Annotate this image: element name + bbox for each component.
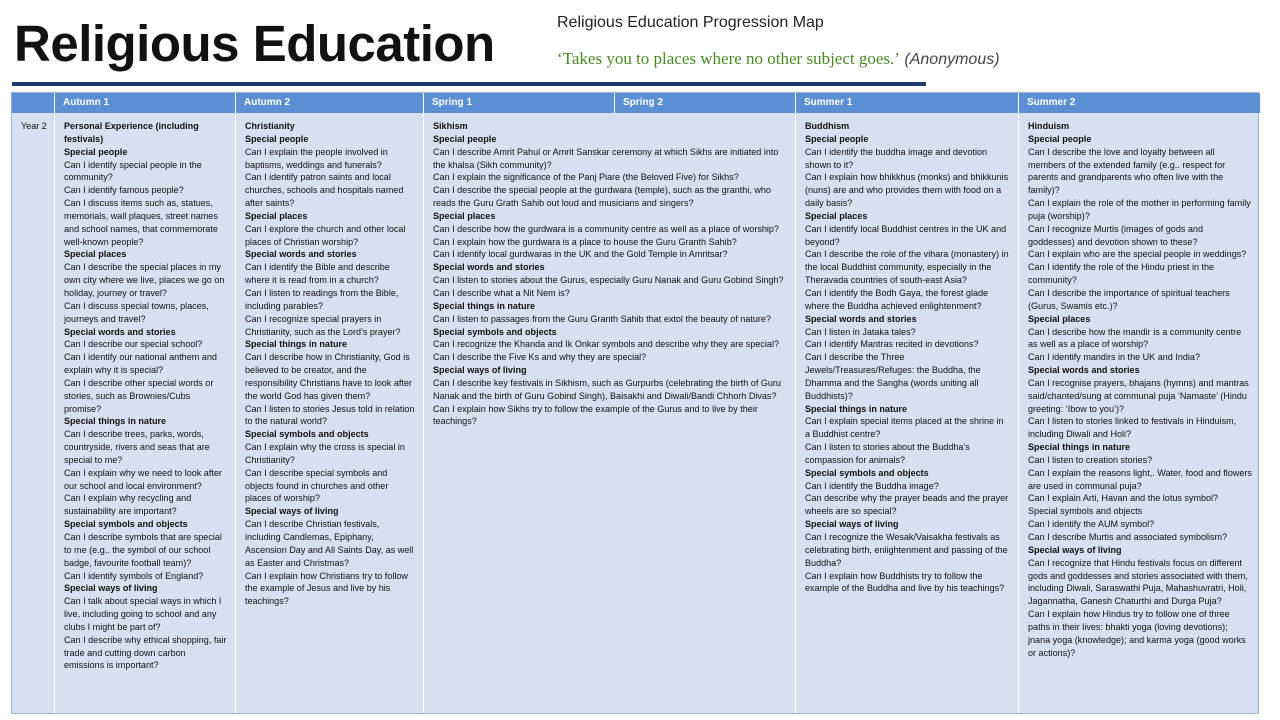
question-item: Can I describe the special people at the gurdwara (temple), such as the granthi, who reads the Guru Grath Sahib out loud and musicians and singers?: [433, 185, 771, 209]
question-item: Can I explain why recycling and sustainability are important?: [64, 493, 192, 517]
question-item: Can I describe other special words or stories, such as Brownies/Cubs promise?: [64, 377, 214, 414]
quote-author: (Anonymous): [904, 51, 1000, 68]
question-item: Can I describe the importance of spiritual teachers (Gurus, Swamis etc.)?: [1028, 287, 1230, 311]
page-title: Religious Education: [14, 15, 495, 72]
section-heading: Special places: [805, 210, 868, 221]
section-heading: Special people: [64, 146, 128, 157]
question-item: Can I explain why the cross is special in Christianity?: [245, 442, 405, 465]
header-summer-1: Summer 1: [796, 93, 1019, 113]
section-heading: Sikhism: [433, 121, 468, 131]
section-heading: Special things in nature: [245, 339, 348, 350]
question-item: Special symbols and objects: [1028, 506, 1143, 517]
question-item: Can I listen in Jataka tales?: [805, 326, 916, 337]
question-item: Can I describe Christian festivals, including Candlemas, Epiphany, Ascension Day and All Saints Day, as well as Easter and Christmas?: [245, 519, 414, 568]
question-item: Can I identify the buddha image and devotion shown to it?: [805, 146, 988, 170]
section-heading: Special things in nature: [805, 403, 908, 414]
question-item: Can I describe trees, parks, words, countryside, rivers and seas that are special to me?: [64, 429, 210, 465]
question-item: Can I talk about special ways in which I live, including going to school and any clubs I might be part of?: [64, 596, 222, 632]
section-heading: Special symbols and objects: [433, 326, 557, 337]
question-item: Can I explain how bhikkhus (monks) and bhikkunis (nuns) are and who provides them with food on a daily basis?: [805, 172, 1009, 209]
section-heading: Special places: [433, 210, 496, 221]
question-item: Can I identify local gurdwaras in the UK and the Gold Temple in Amritsar?: [433, 249, 728, 260]
question-item: Can I explain how Sikhs try to follow the example of the Gurus and to live by their teachings?: [433, 403, 758, 427]
section-heading: Special words and stories: [64, 326, 176, 337]
question-item: Can I describe the special places in my own city where we live, places we go on holiday, journey or travel?: [64, 262, 225, 298]
question-item: Can I explain why we need to look after our school and local environment?: [64, 467, 222, 491]
section-heading: Special people: [433, 133, 497, 144]
question-item: Can I explore the church and other local places of Christian worship?: [245, 223, 406, 247]
year-label: Year 2: [12, 113, 55, 713]
cell-spring: [424, 113, 796, 713]
question-item: Can I identify the Buddha image?: [805, 480, 939, 491]
question-item: Can I describe how in Christianity, God is believed to be creator, and the responsibility Christians have to look after the world God has given them?: [245, 352, 412, 401]
question-item: Can I listen to stories about the Gurus, especially Guru Nanak and Guru Gobind Singh?: [433, 275, 784, 286]
cell-autumn-1: [55, 113, 236, 713]
question-item: Can I identify the AUM symbol?: [1028, 519, 1155, 530]
section-heading: Special places: [245, 210, 308, 221]
question-item: Can I explain the significance of the Panj Piare (the Beloved Five) for Sikhs?: [433, 172, 739, 183]
section-heading: Buddhism: [805, 121, 850, 131]
question-item: Can I describe special symbols and objects found in churches and other places of worship?: [245, 467, 389, 504]
question-item: Can I listen to creation stories?: [1028, 454, 1153, 465]
question-item: Can I describe the Five Ks and why they are special?: [433, 352, 647, 363]
question-item: Can I explain how Christians try to follow the example of Jesus and live by his teachings?: [245, 570, 408, 607]
question-item: Can I explain Arti, Havan and the lotus symbol?: [1028, 493, 1219, 504]
question-item: Can I recognize Murtis (images of gods and goddesses) and devotion shown to these?: [1028, 223, 1203, 247]
section-heading: Special symbols and objects: [805, 467, 929, 478]
question-item: Can I recognize special prayers in Christianity, such as the Lord’s prayer?: [245, 313, 401, 337]
question-item: Can I listen to passages from the Guru Granth Sahib that extol the beauty of nature?: [433, 313, 771, 324]
section-heading: Special people: [1028, 133, 1092, 144]
question-item: Can I describe how the gurdwara is a community centre as well as a place of worship?: [433, 223, 779, 234]
question-item: Can I describe Amrit Pahul or Amrit Sanskar ceremony at which Sikhs are initiated into the khalsa (Sikh community)?: [433, 146, 779, 170]
question-item: Can I describe our special school?: [64, 339, 203, 350]
cell-summer-1: [796, 113, 1019, 713]
section-heading: Special words and stories: [805, 313, 917, 324]
section-heading: Special places: [1028, 313, 1091, 324]
question-item: Can I describe the role of the vihara (monastery) in the local Buddhist community, especially in the Theravada countries of south-east Asia?: [805, 249, 1009, 286]
question-item: Can I describe how the mandir is a community centre as well as a place of worship?: [1028, 326, 1242, 350]
title-divider: [12, 82, 926, 86]
cell-summer-2: [1019, 113, 1260, 713]
section-heading: Special ways of living: [245, 506, 339, 517]
section-heading: Special things in nature: [64, 416, 167, 427]
question-item: Can I identify the Bodh Gaya, the forest glade where the Buddha achieved enlightenment?: [805, 287, 989, 311]
section-heading: Special ways of living: [805, 519, 899, 530]
question-item: Can I describe what a Nit Nem is?: [433, 287, 570, 298]
section-heading: Hinduism: [1028, 121, 1070, 131]
question-item: Can I listen to stories about the Buddha’s compassion for animals?: [805, 442, 970, 465]
question-item: Can describe why the prayer beads and the prayer wheels are so special?: [805, 493, 1009, 517]
question-item: Can I explain how Hindus try to follow one of three paths in their lives: bhakti yoga (loving devotions); jnana yoga (knowledge); and karma yoga (good works or actions)?: [1028, 609, 1246, 658]
question-item: Can I explain who are the special people in weddings?: [1028, 249, 1247, 260]
question-item: Can I describe the love and loyalty between all members of the extended family (e.g.. respect for parents and grandparents who often live with the family)?: [1028, 146, 1226, 196]
question-item: Can I identify our national anthem and explain why it is special?: [64, 352, 217, 376]
question-item: Can I explain how Buddhists try to follow the example of the Buddha and live by his teachings?: [805, 570, 1005, 594]
section-heading: Special places: [64, 249, 127, 260]
question-item: Can I describe key festivals in Sikhism, such as Gurpurbs (celebrating the birth of Guru Nanak and the birth of Guru Gobind Singh), Baisakhi and Diwali/Bandi Chhorh Divas?: [433, 377, 781, 401]
section-heading: Special people: [245, 133, 309, 144]
section-heading: Special words and stories: [1028, 365, 1140, 376]
quote-line: [557, 49, 1000, 69]
question-item: Can I identify the role of the Hindu priest in the community?: [1028, 262, 1215, 286]
question-item: Can I discuss items such as, statues, memorials, wall plaques, street names and school names, that commemorate well-known people?: [64, 198, 218, 247]
question-item: Can I recognize the Wesak/Vaisakha festivals as celebrating birth, enlightenment and passing of the Buddha?: [805, 532, 1008, 568]
header-autumn-2: Autumn 2: [236, 93, 424, 113]
section-heading: Special ways of living: [64, 583, 158, 594]
section-heading: Special people: [805, 133, 869, 144]
question-item: Can I recognise prayers, bhajans (hymns) and mantras said/chanted/sung at communal puja ‘Namaste’ (Hindu greeting: ‘Ibow to you’)?: [1028, 377, 1249, 414]
header-autumn-1: Autumn 1: [55, 93, 236, 113]
question-item: Can I describe why ethical shopping, fair trade and cutting down carbon emissions is important?: [64, 634, 227, 671]
question-item: Can I explain the reasons light,. Water, food and flowers are used in communal puja?: [1028, 467, 1252, 491]
question-item: Can I identify mandirs in the UK and India?: [1028, 352, 1200, 363]
question-item: Can I describe Murtis and associated symbolism?: [1028, 532, 1228, 542]
header-summer-2: Summer 2: [1019, 93, 1260, 113]
section-heading: Special things in nature: [1028, 442, 1131, 453]
question-item: Can I listen to readings from the Bible, including parables?: [245, 287, 399, 311]
section-heading: Special things in nature: [433, 300, 536, 311]
section-heading: Special ways of living: [1028, 544, 1122, 555]
question-item: Can I identify symbols of England?: [64, 570, 204, 581]
question-item: Can I explain the role of the mother in performing family puja (worship)?: [1028, 198, 1251, 221]
header-cell-blank: [12, 93, 55, 113]
question-item: Can I listen to stories linked to festivals in Hinduism, including Diwali and Holi?: [1028, 416, 1237, 440]
section-heading: Special words and stories: [245, 249, 357, 260]
quote-text: ‘Takes you to places where no other subject goes.’: [557, 49, 900, 68]
question-item: Can I explain special items placed at the shrine in a Buddhist centre?: [805, 416, 1004, 440]
header-spring-1: Spring 1: [424, 93, 615, 113]
section-heading: Christianity: [245, 121, 295, 131]
question-item: Can I identify special people in the community?: [64, 159, 202, 183]
question-item: Can I describe the Three Jewels/Treasures/Refuges: the Buddha, the Dhamma and the Sangha (words uniting all Buddhists)?: [805, 352, 981, 401]
question-item: Can I explain the people involved in baptisms, weddings and funerals?: [245, 146, 388, 170]
question-item: Can I explain how the gurdwara is a place to house the Guru Granth Sahib?: [433, 236, 737, 247]
question-item: Can I recognize the Khanda and Ik Onkar symbols and describe why they are special?: [433, 339, 779, 350]
section-heading: Special ways of living: [433, 365, 527, 376]
header-spring-2: Spring 2: [615, 93, 796, 113]
question-item: Can I listen to stories Jesus told in relation to the natural world?: [245, 403, 415, 427]
question-item: Can I identify Mantras recited in devotions?: [805, 339, 979, 350]
question-item: Can I discuss special towns, places, journeys and travel?: [64, 300, 209, 324]
question-item: Can I recognize that Hindu festivals focus on different gods and goddesses and stories associated with them, including Diwali, Saraswathi Puja, Mahashuvratri, Holi, Jagannatha, Ganesh Chaturthi and Durga Puja?: [1028, 557, 1248, 607]
progression-table: [11, 92, 1259, 714]
question-item: Can I identify patron saints and local churches, schools and hospitals named after saints?: [245, 172, 404, 209]
cell-autumn-2: [236, 113, 424, 713]
section-heading: Personal Experience (including festivals): [64, 121, 199, 144]
section-heading: Special symbols and objects: [64, 519, 188, 530]
section-heading: Special words and stories: [433, 262, 545, 273]
question-item: Can I identify famous people?: [64, 185, 184, 196]
question-item: Can I identify the Bible and describe where it is read from in a church?: [245, 262, 390, 286]
page-subtitle: Religious Education Progression Map: [557, 14, 824, 31]
question-item: Can I describe symbols that are special to me (e.g.. the symbol of our school badge, favourite football team)?: [64, 532, 222, 568]
section-heading: Special symbols and objects: [245, 429, 369, 440]
question-item: Can I identify local Buddhist centres in the UK and beyond?: [805, 223, 1007, 247]
